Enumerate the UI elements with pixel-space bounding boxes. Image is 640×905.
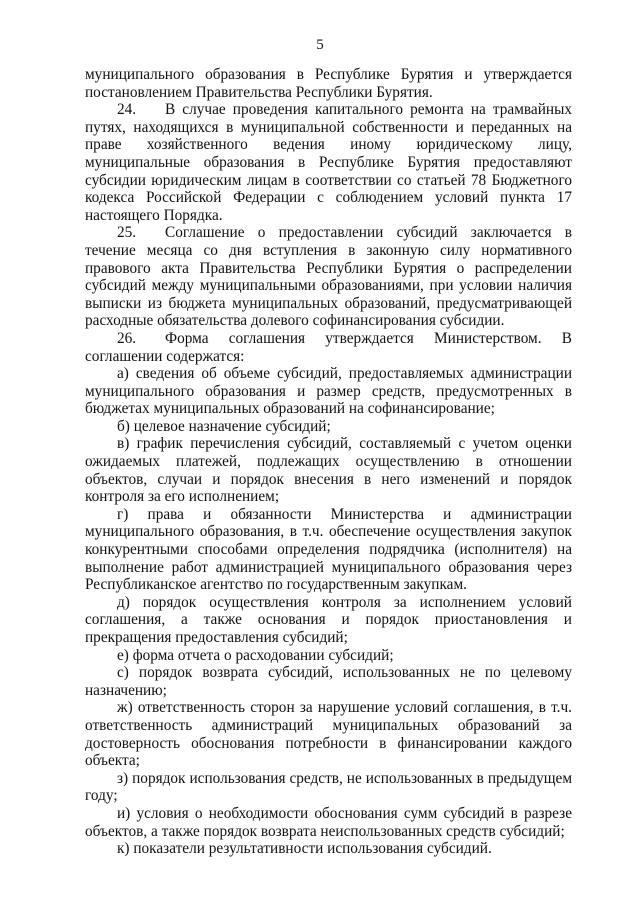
list-item-z: з) порядок использования средств, не использованных в предыдущем году; [85,769,572,805]
list-item-a: а) сведения об объеме субсидий, предоставляемых администрации муниципального образования и размер средств, предусмотренных в бюджетах муниципальных образований на софинансирование; [85,365,572,418]
list-item-d: д) порядок осуществления контроля за исполнением условий соглашения, а также основания и порядок приостановления и прекращения предоставления субсидий; [85,593,572,646]
list-item-i: и) условия о необходимости обоснования сумм субсидий в разрезе объектов, а также порядок возврата неиспользованных средств субсидий; [85,804,572,840]
paragraph-25 [85,224,572,330]
paragraph-26 [85,330,572,365]
list-item-k: к) показатели результативности использования субсидий. [117,840,492,858]
paragraph-number: 25. [117,224,137,242]
document-body [85,66,572,858]
list-item-e: е) форма отчета о расходовании субсидий; [117,646,394,664]
paragraph-continuation: муниципального образования в Республике Бурятия и утверждается постановлением Правительства Республики Бурятия. [85,66,572,101]
list-item-b: б) целевое назначение субсидий; [117,417,331,435]
list-item-zh: ж) ответственность сторон за нарушение условий соглашения, в т.ч. ответственность администраций муниципальных образований за достоверность обоснования потребности в финансировании каждого объекта; [85,699,572,770]
list-item-v: в) график перечисления субсидий, составляемый с учетом оценки ожидаемых платежей, подлежащих осуществлению в отношении объектов, случаи и порядок внесения в него изменений и порядок контроля за его исполнением; [85,435,572,506]
page-number: 5 [316,37,324,53]
paragraph-text: Форма соглашения утверждается Министерством. В соглашении содержатся: [85,329,572,365]
paragraph-text: Соглашение о предоставлении субсидий заключается в течение месяца со дня вступления в законную силу нормативного правового акта Правительства Республики Бурятия о распределении субсидий между муниципальными образованиями, при условии наличия выписки из бюджета муниципальных образований, предусматривающей расходные обязательства долевого софинансирования субсидии. [85,224,572,330]
paragraph-text: В случае проведения капитального ремонта на трамвайных путях, находящихся в муниципальной собственности и переданных на праве хозяйственного ведения иному юридическому лицу, муниципальные образования в Республике Бурятия предоставляют субсидии юридическим лицам в соответствии со статьей 78 Бюджетного кодекса Российской Федерации с соблюдением условий пункта 17 настоящего Порядка. [85,101,572,224]
paragraph-number: 26. [117,329,137,347]
paragraph-number: 24. [117,101,137,119]
paragraph-24 [85,101,572,224]
list-item-g: г) права и обязанности Министерства и администрации муниципального образования, в т.ч. обеспечение осуществления закупок конкурентными способами определения подрядчика (исполнителя) на выполнение работ администрацией муниципального образования через Республиканское агентство по государственным закупкам. [85,505,572,594]
list-item-s: с) порядок возврата субсидий, использованных не по целевому назначению; [85,664,572,699]
